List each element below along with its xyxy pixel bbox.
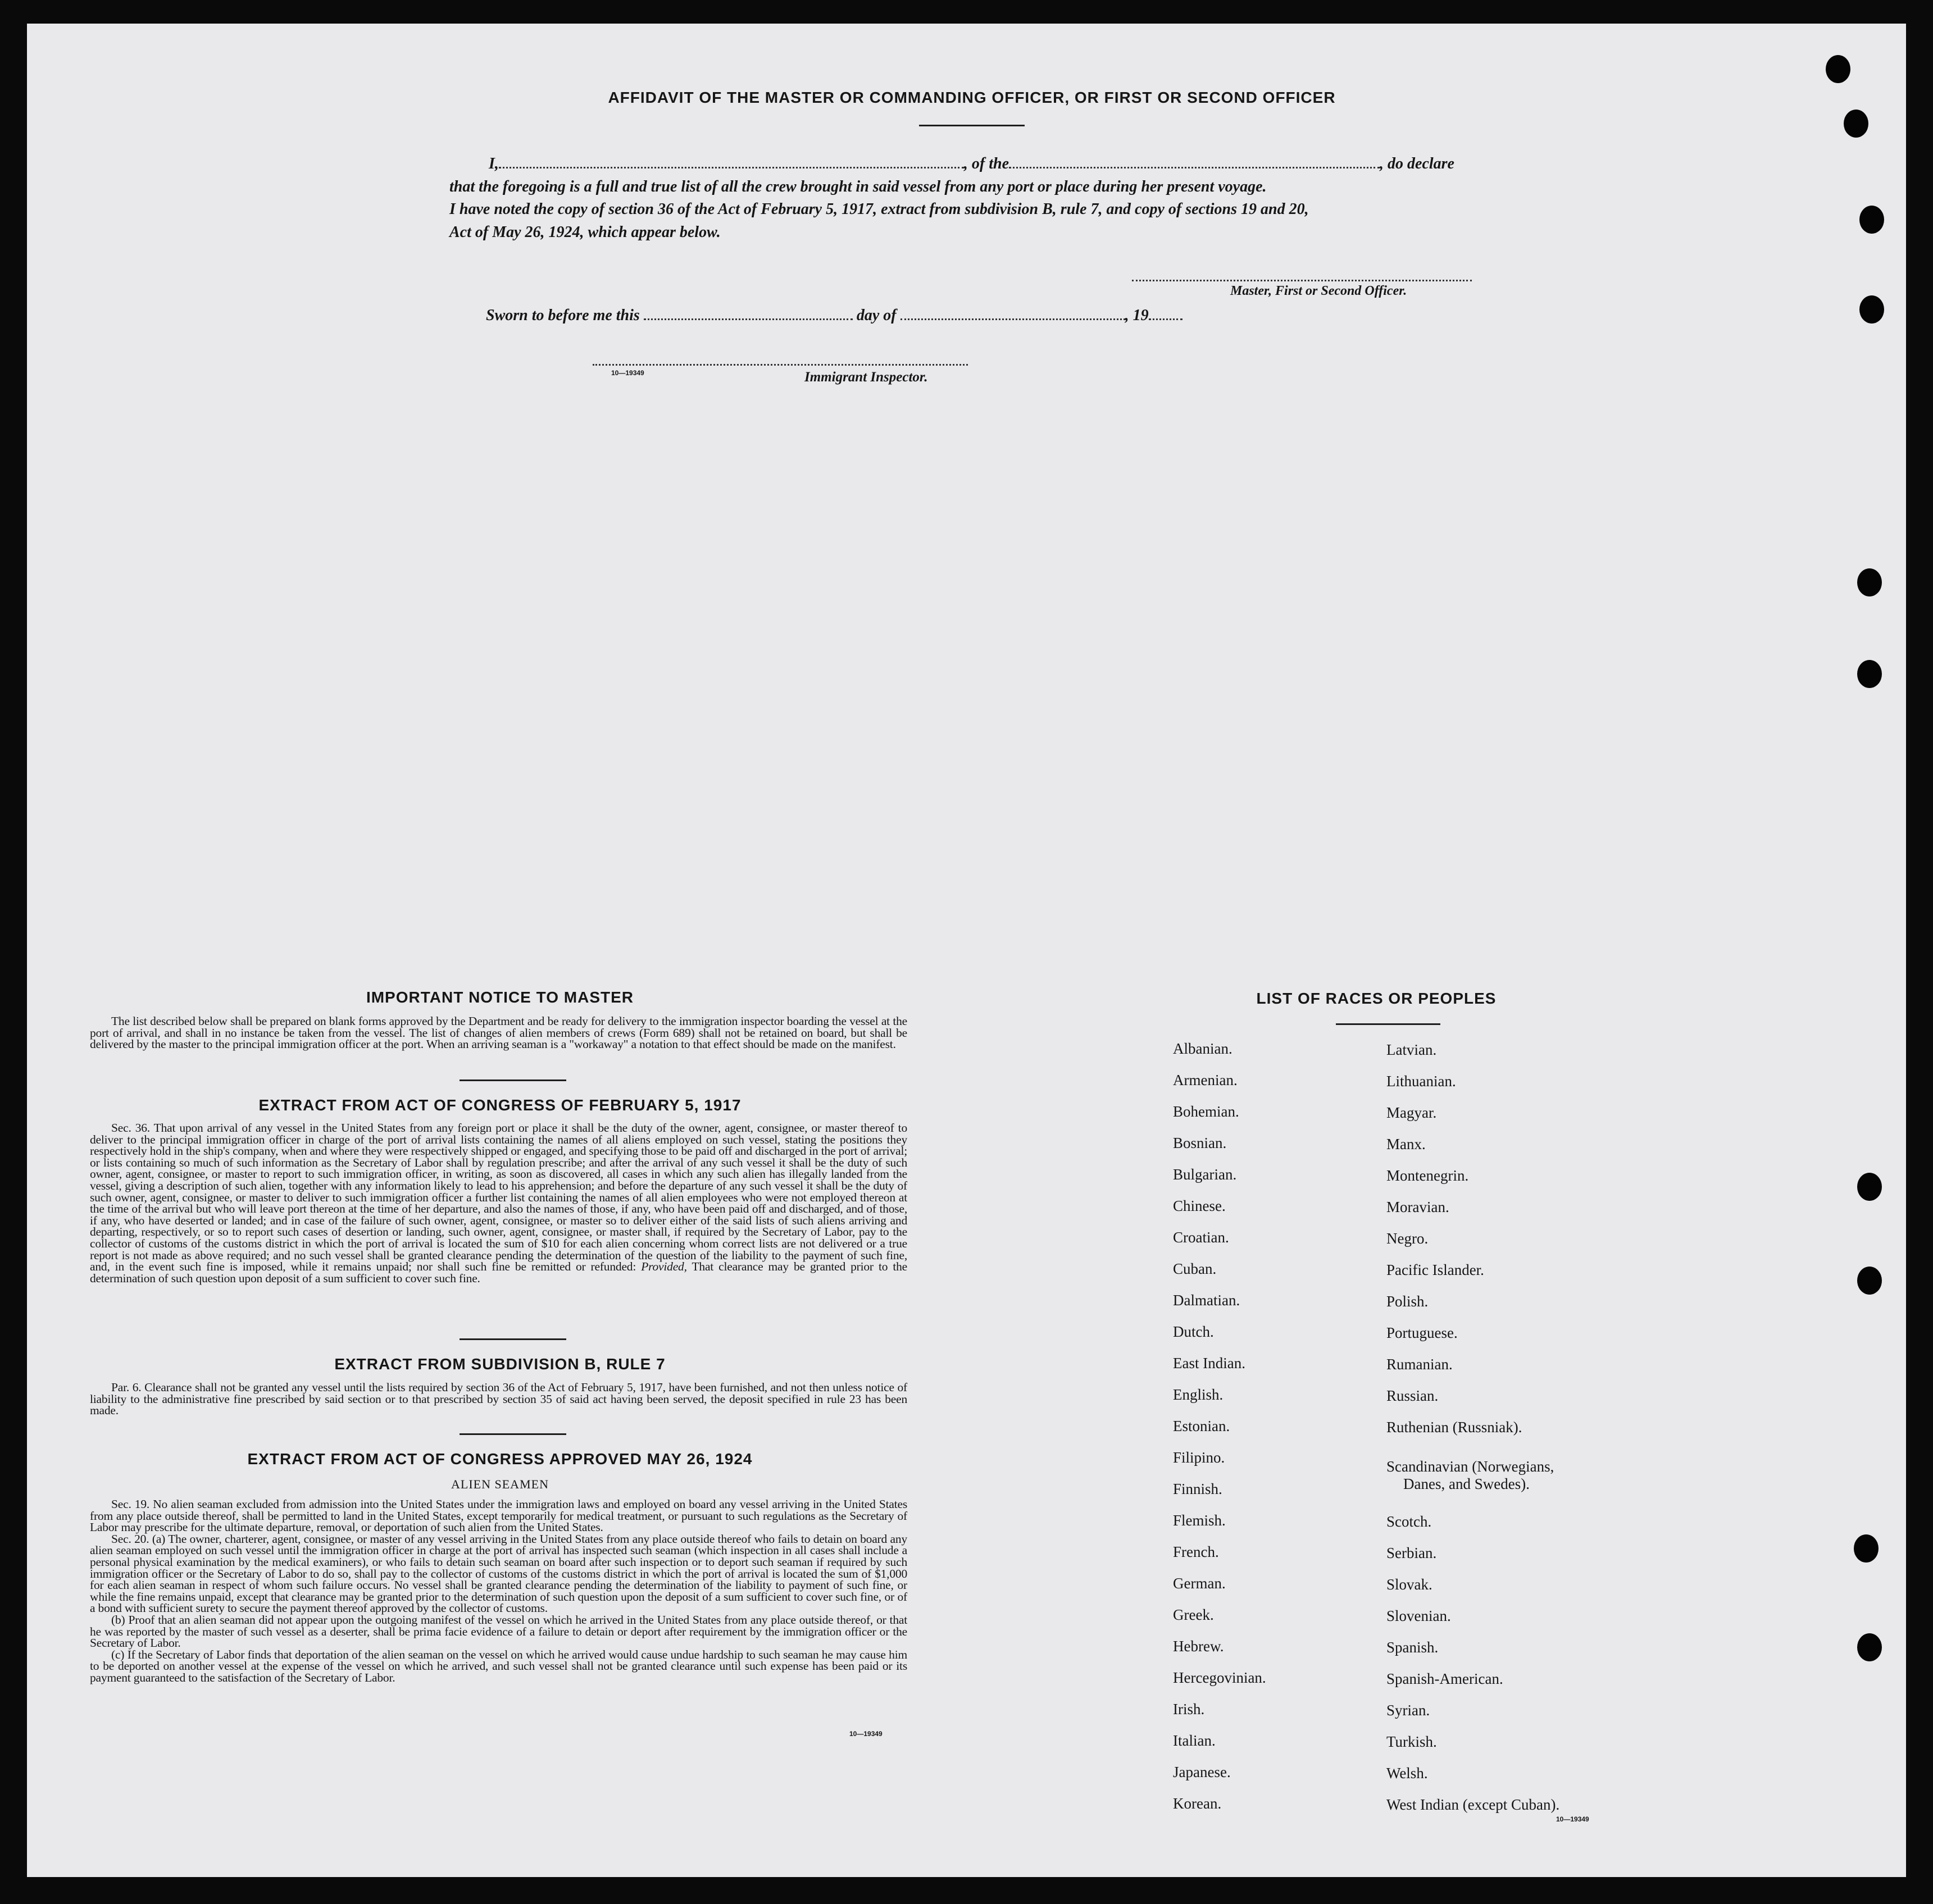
race-item: Montenegrin.	[1386, 1167, 1469, 1184]
master-name-blank[interactable]	[499, 156, 964, 168]
race-item: Korean.	[1173, 1795, 1222, 1812]
race-item: Flemish.	[1173, 1512, 1226, 1529]
sec-20b-text: (b) Proof that an alien seaman did not appear upon the outgoing manifest of the vessel on which he arrived in the United States from any place outside thereof, or that he was reported by the master of such vessel as a deserter, shall be prima facie evidence of a failure to detain or deport after requirement by the immigration officer or the Secretary of Labor.	[90, 1613, 907, 1650]
sworn-year-blank[interactable]	[1149, 307, 1182, 320]
binder-hole	[1857, 1267, 1882, 1295]
sworn-month-blank[interactable]	[900, 307, 1125, 320]
race-item: Finnish.	[1173, 1481, 1222, 1497]
extract-1924-title: EXTRACT FROM ACT OF CONGRESS APPROVED MAY 26, 1924	[247, 1450, 753, 1468]
races-title-rule	[1336, 1023, 1440, 1025]
race-item: English.	[1173, 1386, 1224, 1403]
race-item: Filipino.	[1173, 1449, 1225, 1466]
race-item: Negro.	[1386, 1230, 1429, 1247]
race-item: Scandinavian (Norwegians,	[1386, 1458, 1554, 1475]
affidavit-form-number: 10—19349	[611, 369, 644, 377]
races-form-number: 10—19349	[1556, 1815, 1589, 1823]
vessel-name-blank[interactable]	[1009, 156, 1380, 168]
race-item: Pacific Islander.	[1386, 1261, 1484, 1278]
race-item: German.	[1173, 1575, 1226, 1592]
binder-hole	[1826, 55, 1850, 83]
race-item: Spanish-American.	[1386, 1670, 1503, 1687]
race-item: Danes, and Swedes).	[1403, 1475, 1530, 1492]
race-item: Rumanian.	[1386, 1356, 1453, 1373]
race-item: Manx.	[1386, 1136, 1426, 1153]
binder-hole	[1857, 660, 1882, 688]
race-item: Irish.	[1173, 1701, 1205, 1718]
sec-19-text: Sec. 19. No alien seaman excluded from admission into the United States under the immigration laws and employed on board any vessel arriving in the United States from any place outside thereof, shall be permitted to land in the United States, except temporarily for medical treatment, or pursuant to such regulations as the Secretary of Labor may prescribe for the ultimate departure, removal, or deportation of such alien from the United States.	[90, 1497, 907, 1534]
race-item: Serbian.	[1386, 1545, 1437, 1561]
race-item: Spanish.	[1386, 1639, 1439, 1656]
affidavit-declare-line: I, , of the , do declare	[489, 155, 1454, 172]
race-item: West Indian (except Cuban).	[1386, 1796, 1560, 1813]
race-item: Italian.	[1173, 1732, 1216, 1749]
race-item: Dutch.	[1173, 1323, 1214, 1340]
race-item: Bulgarian.	[1173, 1166, 1237, 1183]
binder-hole	[1857, 1633, 1882, 1661]
race-item: Latvian.	[1386, 1041, 1437, 1058]
binder-hole	[1857, 568, 1882, 596]
race-item: Croatian.	[1173, 1229, 1229, 1246]
inspector-signature-line[interactable]	[593, 364, 968, 366]
notice-text: The list described below shall be prepared on blank forms approved by the Department and be ready for delivery to the immigration inspector boarding the vessel at the port of arrival, and shall in no instance be taken from the vessel. The list of changes of alien members of crews (Form 689) shall not be retained on board, but shall be delivered by the master to the principal immigration officer at the port. When an arriving seaman is a "workaway" a notation to that effect should be made on the manifest.	[90, 1014, 907, 1051]
race-item: Dalmatian.	[1173, 1292, 1240, 1309]
race-item: Estonian.	[1173, 1418, 1230, 1434]
sec-20c-text: (c) If the Secretary of Labor finds that deportation of the alien seaman on the vessel on which he arrived would cause undue hardship to such seaman he may cause him to be deported on another vessel at the expense of the vessel on which he arrived, and such vessel shall not be granted clearance until such expense has been paid or its payment guaranteed to the satisfaction of the Secretary of Labor.	[90, 1647, 907, 1684]
sec-20a-text: Sec. 20. (a) The owner, charterer, agent, consignee, or master of any vessel arriving in the United States from any place outside thereof who fails to detain on board any alien seaman employed on such vessel until the immigration officer in charge at the port of arrival has inspected such seaman (which inspection in all cases shall include a personal physical examination by the medical examiners), or who fails to detain such seaman on board after such inspection or to deport such seaman if required by such immigration officer or the Secretary of Labor to do so, shall pay to the collector of customs of the customs district in which the port of arrival is located the sum of $1,000 for each alien seaman in respect of whom such failure occurs. No vessel shall be granted clearance pending the determination of the liability to payment of such fine, or while the fine remains unpaid, except that clearance may be granted prior to the determination of such question upon the deposit of a sum sufficient to cover such fine, or of a bond with sufficient surety to secure the payment thereof approved by the collector of customs.	[90, 1532, 907, 1615]
race-item: Russian.	[1386, 1387, 1439, 1404]
race-item: Scotch.	[1386, 1513, 1432, 1530]
race-item: Armenian.	[1173, 1072, 1238, 1088]
binder-hole	[1857, 1173, 1882, 1201]
extract-1917-title: EXTRACT FROM ACT OF CONGRESS OF FEBRUARY 5, 1917	[258, 1096, 742, 1114]
race-item: Slovenian.	[1386, 1607, 1451, 1624]
affidavit-line-4: Act of May 26, 1924, which appear below.	[449, 224, 721, 241]
race-item: East Indian.	[1173, 1355, 1245, 1372]
inspector-label: Immigrant Inspector.	[804, 370, 928, 385]
affidavit-line-2: that the foregoing is a full and true list of all the crew brought in said vessel from any port or place during her present voyage.	[449, 178, 1267, 195]
race-item: Hebrew.	[1173, 1638, 1224, 1655]
binder-hole	[1859, 206, 1884, 234]
alien-seamen-subtitle: ALIEN SEAMEN	[451, 1477, 549, 1491]
extract-1917-text: Sec. 36. That upon arrival of any vessel in the United States from any foreign port or place it shall be the duty of the owner, agent, consignee, or master thereof to deliver to the principal immigration officer in charge of the port of arrival lists containing the names of all aliens employed on such vessel, stating the positions they respectively hold in the ship's company, when and where they were respectively shipped or engaged, and specifying those to be paid off and discharged in the port of arrival; or lists containing so much of such information as the Secretary of Labor shall by regulation prescribe; and after the arrival of any such vessel it shall be the duty of such owner, agent, consignee, or master to report to such immigration officer, in writing, as soon as discovered, all cases in which any such alien has illegally landed from the vessel, giving a description of such alien, together with any information likely to lead to his apprehension; and before the departure of any such vessel it shall be the duty of such owner, agent, consignee, or master to deliver to such immigration officer a further list containing the names of all alien employees who were not employed thereon at the time of the arrival but who will leave port thereon at the time of her departure, and also the names of those, if any, who have been paid off and discharged, and of those, if any, who have deserted or landed; and in case of the failure of such owner, agent, consignee, or master so to deliver either of the said lists of such aliens arriving and departing, respectively, or so to report such cases of desertion or landing, such owner, agent, consignee, or master shall, if required by the Secretary of Labor, pay to the collector of customs of the customs district in which the port of arrival is located the sum of $10 for each alien concerning whom correct lists are not delivered or a true report is not made as above required; and no such vessel shall be granted clearance pending the determination of the question of the liability to the payment of such fine, and, in the event such fine is imposed, while it remains unpaid; nor shall such fine be remitted or refunded: Provided, That clearance may be granted prior to the determination of such question upon deposit of a sum sufficient to cover such fine.	[90, 1121, 907, 1285]
sworn-line: Sworn to before me this day of , 19	[486, 307, 1182, 325]
race-item: Polish.	[1386, 1293, 1429, 1310]
affidavit-line-3: I have noted the copy of section 36 of the Act of February 5, 1917, extract from subdivision B, rule 7, and copy of sections 19 and 20,	[449, 201, 1309, 218]
master-signature-label: Master, First or Second Officer.	[1230, 284, 1407, 298]
race-item: Magyar.	[1386, 1104, 1437, 1121]
race-item: Moravian.	[1386, 1199, 1449, 1215]
race-item: Turkish.	[1386, 1733, 1437, 1750]
races-title: LIST OF RACES OR PEOPLES	[1256, 990, 1497, 1007]
race-item: Bosnian.	[1173, 1135, 1227, 1151]
master-signature-line[interactable]	[1132, 280, 1472, 281]
extract-1924-text	[90, 1498, 907, 1684]
extract-1917-rule	[460, 1338, 566, 1340]
race-item: Hercegovinian.	[1173, 1669, 1266, 1686]
extract-form-number: 10—19349	[849, 1730, 883, 1738]
affidavit-title: AFFIDAVIT OF THE MASTER OR COMMANDING OFFICER, OR FIRST OR SECOND OFFICER	[608, 89, 1336, 106]
race-item: Cuban.	[1173, 1260, 1217, 1277]
notice-rule	[460, 1079, 566, 1081]
race-item: Portuguese.	[1386, 1324, 1458, 1341]
binder-hole	[1859, 295, 1884, 324]
race-item: Japanese.	[1173, 1764, 1231, 1780]
race-item: Syrian.	[1386, 1702, 1430, 1719]
notice-title: IMPORTANT NOTICE TO MASTER	[366, 989, 634, 1006]
extract-rule7-title: EXTRACT FROM SUBDIVISION B, RULE 7	[334, 1355, 666, 1373]
race-item: Greek.	[1173, 1606, 1214, 1623]
binder-hole	[1854, 1534, 1879, 1563]
affidavit-title-rule	[919, 125, 1025, 126]
race-item: Albanian.	[1173, 1040, 1232, 1057]
race-item: Slovak.	[1386, 1576, 1432, 1593]
binder-hole	[1844, 110, 1868, 138]
race-item: Welsh.	[1386, 1765, 1428, 1782]
race-item: Bohemian.	[1173, 1103, 1239, 1120]
extract-rule7-text: Par. 6. Clearance shall not be granted any vessel until the lists required by section 36 of the Act of February 5, 1917, have been furnished, and not then unless notice of liability to the administrative fine prescribed by said section or to that prescribed by section 35 of said act having been served, the deposit specified in rule 23 has been made.	[90, 1381, 907, 1418]
race-item: Ruthenian (Russniak).	[1386, 1419, 1522, 1436]
race-item: French.	[1173, 1543, 1219, 1560]
extract-rule7-rule	[460, 1433, 566, 1435]
sworn-day-blank[interactable]	[644, 307, 853, 320]
race-item: Chinese.	[1173, 1197, 1226, 1214]
race-item: Lithuanian.	[1386, 1073, 1456, 1090]
